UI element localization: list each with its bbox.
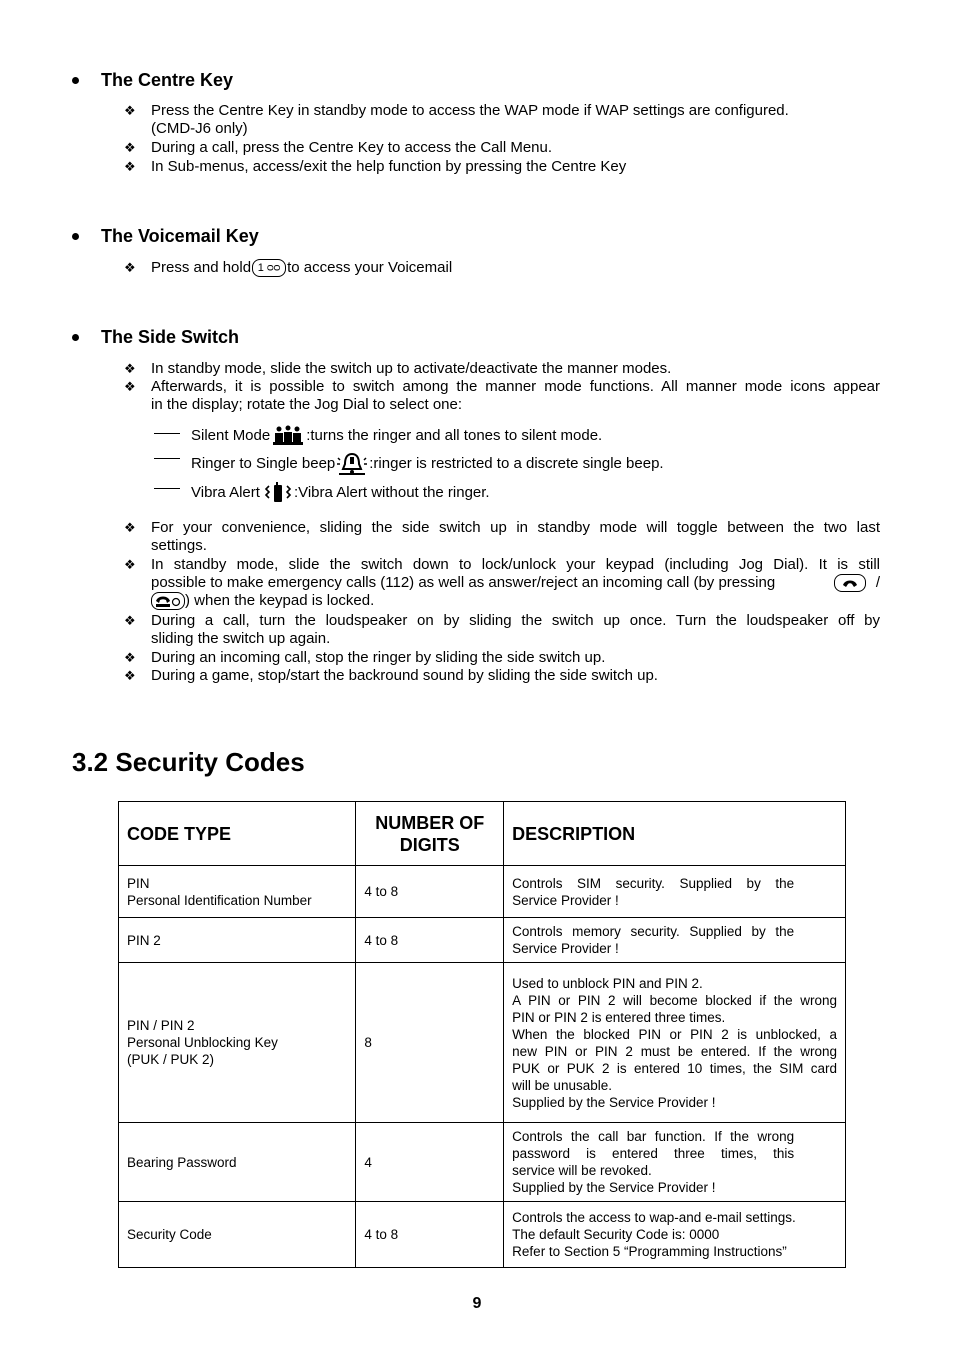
description-cell [504,866,846,918]
description-cell [504,963,846,1123]
code-type-cell [119,918,356,963]
description-line: The default Security Code is: 0000 [512,1227,720,1242]
table-row [119,1123,846,1202]
list-item-text: settings. [151,537,207,554]
list-item-text: In standby mode, slide the switch down to lock/unlock your keypad (including Jog Dial). It is still [151,556,880,573]
description-cell [504,1123,846,1202]
description-line: Supplied by the Service Provider ! [512,1094,716,1110]
code-type-line: Personal Unblocking Key [127,1035,278,1050]
code-type-line: Bearing Password [127,1154,237,1170]
call-answer-key-icon [834,574,866,592]
description-line: Used to unblock PIN and PIN 2. [512,975,703,991]
section-heading: The Side Switch [101,327,240,347]
header-number-of-digits: NUMBER OF DIGITS [356,802,504,866]
single-beep-bell-icon [337,452,367,476]
list-item-text: During a call, turn the loudspeaker on by sliding the switch up once. Turn the loudspeaker off by [151,612,880,629]
description-line: Service Provider ! [512,941,619,956]
code-type-cell [119,1123,356,1202]
voicemail-key-icon [252,259,286,277]
description-line: Controls SIM security. Supplied by the [512,875,795,891]
bullet-dot [72,334,79,341]
list-item-text-part: possible to make emergency calls (112) as well as answer/reject an incoming call (by pressing [151,574,776,591]
list-item-text: (CMD-J6 only) [151,120,248,137]
dash-mark [154,458,180,459]
diamond-bullet-icon: ❖ [124,260,136,275]
section-heading: The Centre Key [101,70,234,90]
code-type-cell [119,866,356,918]
list-item-text: During a call, press the Centre Key to access the Call Menu. [151,139,553,156]
digits-cell: 8 [356,963,504,1123]
mode-name: Vibra Alert [191,484,260,501]
list-item-text: in the display; rotate the Jog Dial to select one: [151,396,463,413]
call-end-key-icon [151,592,185,610]
page-number: 9 [472,1295,482,1312]
table-row [119,963,846,1123]
description-line: PIN or PIN 2 is entered three times. [512,1009,726,1025]
code-type-line: (PUK / PUK 2) [127,1052,215,1067]
diamond-bullet-icon: ❖ [124,520,136,535]
table-header-row [119,802,846,866]
voicemail-text-after: to access your Voicemail [287,259,453,276]
list-item-text: Press the Centre Key in standby mode to access the WAP mode if WAP settings are configured. [151,102,789,119]
list-item-text: During a game, stop/start the backround sound by sliding the side switch up. [151,667,658,684]
bullet-dot [72,77,79,84]
mode-name: Ringer to Single beep [191,455,336,472]
mode-description: :ringer is restricted to a discrete single beep. [369,455,664,472]
table-row [119,1202,846,1268]
digits-cell: 4 to 8 [356,918,504,963]
list-item-text-part: ) when the keypad is locked. [185,592,375,609]
description-line: service will be revoked. [512,1163,652,1178]
voicemail-key-label: 1 ᴑᴑ [257,262,281,275]
section-heading: The Voicemail Key [101,226,259,246]
diamond-bullet-icon: ❖ [124,379,136,394]
diamond-bullet-icon: ❖ [124,159,136,174]
description-line: Controls the access to wap-and e-mail settings. [512,1210,796,1225]
header-code-type: CODE TYPE [119,802,356,866]
diamond-bullet-icon: ❖ [124,361,136,376]
description-line: password is entered three times, this [512,1146,795,1161]
list-item-text: In standby mode, slide the switch up to activate/deactivate the manner modes. [151,360,672,377]
code-type-line: PIN / PIN 2 [127,1018,195,1033]
code-type-cell [119,963,356,1123]
description-cell [504,1202,846,1268]
list-item-text [151,259,880,277]
digits-cell: 4 to 8 [356,1202,504,1268]
description-line: new PIN or PIN 2 must be entered. If the wrong [512,1043,837,1059]
vibra-alert-icon [264,482,292,504]
description-line: Service Provider ! [512,892,619,908]
code-type-line: Personal Identification Number [127,892,312,908]
security-codes-table [118,801,846,1268]
description-line: Controls the call bar function. If the wrong [512,1129,795,1144]
code-type-line: Security Code [127,1227,212,1242]
mode-name: Silent Mode [191,427,271,444]
description-line: Supplied by the Service Provider ! [512,1180,716,1195]
description-line: When the blocked PIN or PIN 2 is unblocked, a [512,1026,837,1042]
description-line: Controls memory security. Supplied by the [512,924,795,939]
list-item-text [151,574,880,592]
list-item-text: sliding the switch up again. [151,630,331,647]
list-item-text: Afterwards, it is possible to switch among the manner mode functions. All manner mode icons appear [151,378,880,395]
dash-mark [154,488,180,489]
digits-cell: 4 [356,1123,504,1202]
diamond-bullet-icon: ❖ [124,103,136,118]
diamond-bullet-icon: ❖ [124,140,136,155]
bullet-dot [72,233,79,240]
code-type-cell [119,1202,356,1268]
description-line: will be unusable. [512,1077,612,1093]
code-type-line: PIN [127,875,150,891]
chapter-title: 3.2 Security Codes [72,747,305,777]
mode-description: :turns the ringer and all tones to silent mode. [306,427,603,444]
diamond-bullet-icon: ❖ [124,650,136,665]
mode-description: :Vibra Alert without the ringer. [293,484,490,501]
list-item-text [151,592,880,610]
description-line: PUK or PUK 2 is entered 10 times, the SIM card [512,1060,837,1076]
digits-cell: 4 to 8 [356,866,504,918]
diamond-bullet-icon: ❖ [124,668,136,683]
slash-separator: / [875,574,880,591]
description-line: Refer to Section 5 “Programming Instructions” [512,1244,787,1259]
list-item-text: During an incoming call, stop the ringer by sliding the side switch up. [151,649,606,666]
list-item-text: For your convenience, sliding the side switch up in standby mode will toggle between the two last [151,519,880,536]
table-row [119,866,846,918]
list-item-text: In Sub-menus, access/exit the help function by pressing the Centre Key [151,158,627,175]
header-description: DESCRIPTION [504,802,846,866]
description-cell [504,918,846,963]
diamond-bullet-icon: ❖ [124,557,136,572]
dash-mark [154,433,180,434]
description-line: A PIN or PIN 2 will become blocked if the wrong [512,992,837,1008]
silent-mode-icon [273,425,303,447]
code-type-line: PIN 2 [127,932,161,948]
table-row [119,918,846,963]
diamond-bullet-icon: ❖ [124,613,136,628]
voicemail-text-before: Press and hold [151,259,252,276]
